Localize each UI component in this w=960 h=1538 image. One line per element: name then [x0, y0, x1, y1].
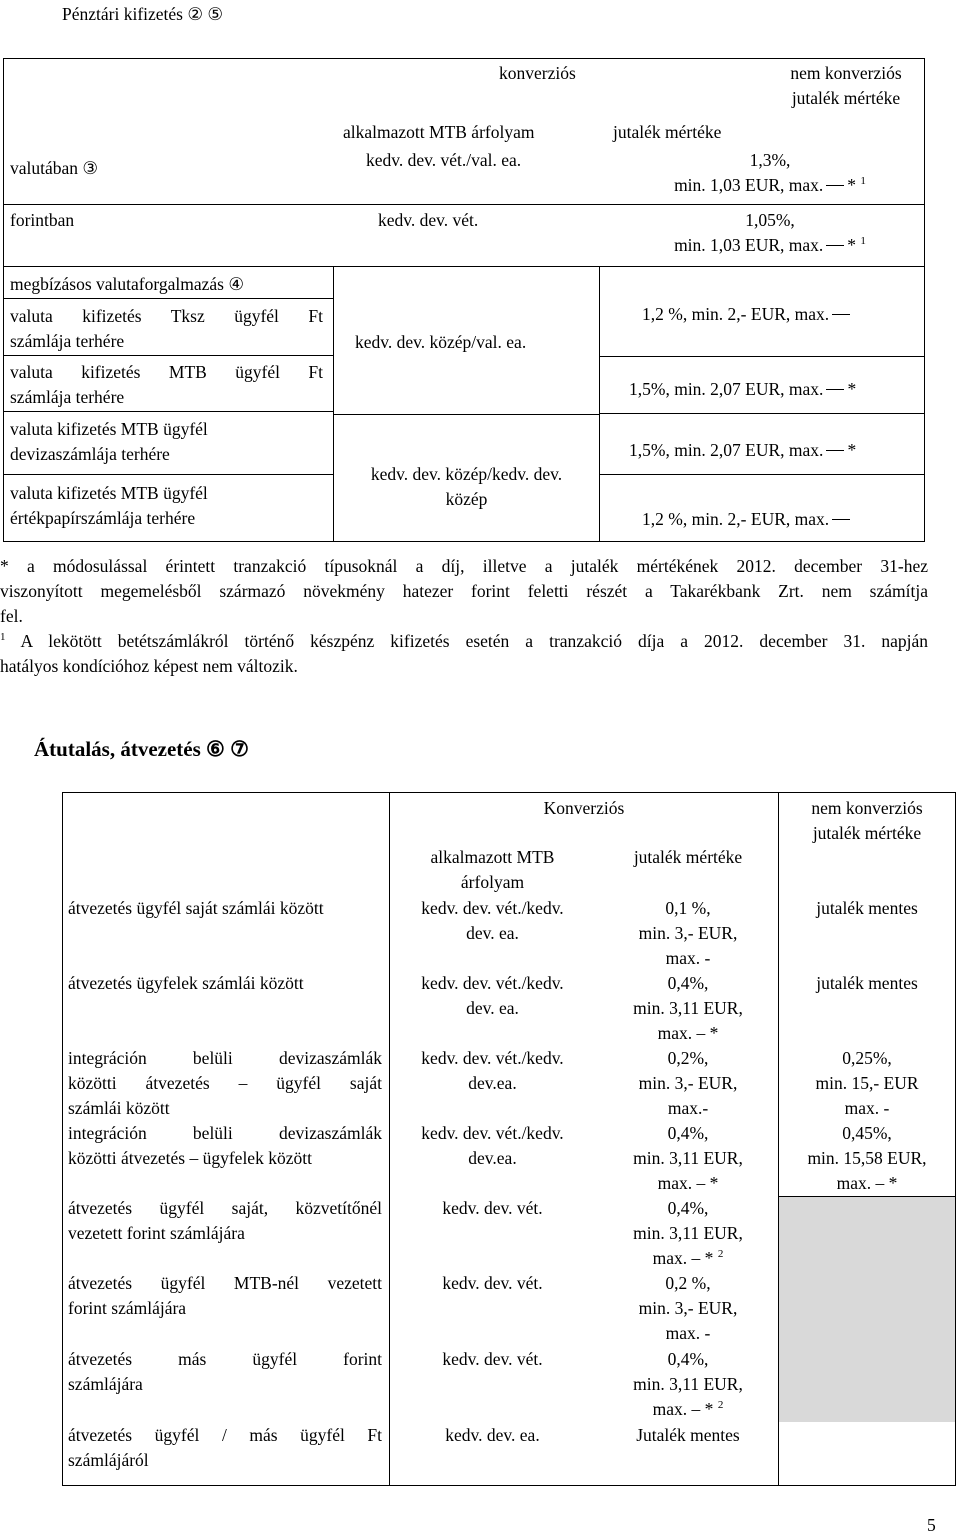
- row-label-ertekpapir: valuta kifizetés MTB ügyfél értékpapírszámlája terhére: [10, 483, 208, 528]
- table-row-label: integráción belüli devizaszámlák közötti átvezetés – ügyfelek között: [68, 1123, 382, 1168]
- header-konverzios: konverziós: [499, 63, 576, 83]
- fee-forintban: 1,05%, min. 1,03 EUR, max. * $^1$: [674, 210, 866, 255]
- section-title: Átutalás, átvezetés ⑥ ⑦: [34, 737, 249, 761]
- table-row-fee: 0,4%, min. 3,11 EUR, max. – * $^2$: [633, 1349, 743, 1419]
- table-row-nonconv: jutalék mentes: [816, 973, 918, 993]
- page-title: Pénztári kifizetés ② ⑤: [62, 4, 224, 24]
- rate-kozep-kedv: kedv. dev. közép/kedv. dev. közép: [370, 464, 563, 509]
- fee-mtb-ft: 1,5%, min. 2,07 EUR, max. *: [629, 379, 857, 399]
- table-row-nonconv: 0,25%, min. 15,- EUR max. -: [815, 1048, 919, 1118]
- table-row-label: átvezetés más ügyfél forint számlájára: [68, 1349, 382, 1394]
- header-jutalek-merteke-2: jutalék mértéke: [633, 847, 743, 867]
- row-label-megbizasos: megbízásos valutaforgalmazás ④: [10, 274, 245, 294]
- row-label-valutaban: valutában ③: [10, 158, 99, 178]
- table-row-fee: 0,2 %, min. 3,- EUR, max. -: [638, 1273, 738, 1343]
- table-row-rate: kedv. dev. vét.: [442, 1349, 543, 1369]
- header-nem-konverzios: nem konverziós jutalék mértéke: [790, 63, 902, 108]
- rate-kozep-val: kedv. dev. közép/val. ea.: [355, 332, 527, 352]
- table-row-fee: 0,4%, min. 3,11 EUR, max. – *: [633, 1123, 743, 1193]
- table-row-rate: kedv. dev. vét.: [442, 1198, 543, 1218]
- fee-valutaban: 1,3%, min. 1,03 EUR, max. * $^1$: [674, 150, 866, 195]
- row-label-mtb-ft: valuta kifizetés MTB ügyfél Ft számlája terhére: [10, 362, 323, 407]
- header-jutalek-merteke: jutalék mértéke: [613, 122, 722, 142]
- footnotes: * a módosulással érintett tranzakció típusoknál a díj, illetve a jutalék mértékének 2012. december 31-hez viszonyított megemelésből származó növekmény hatezer forint feletti részét a Takarékbank Zrt. nem számítja fel. $^1$ A lekötött betétszámlákról történő készpénz kifizetés esetén a tranzakció díja a 2012. december 31. napján hatályos kondícióhoz képest nem változik.: [0, 556, 928, 676]
- table-row-rate: kedv. dev. vét./kedv. dev.ea.: [421, 1048, 564, 1093]
- table-row-rate: kedv. dev. vét./kedv. dev.ea.: [421, 1123, 564, 1168]
- table-row-rate: kedv. dev. vét.: [442, 1273, 543, 1293]
- table-row-nonconv: jutalék mentes: [816, 898, 918, 918]
- table-row-fee: 0,2%, min. 3,- EUR, max.-: [638, 1048, 738, 1118]
- fee-ertekpapir: 1,2 %, min. 2,- EUR, max.: [642, 507, 853, 532]
- table-row-label: átvezetés ügyfél MTB-nél vezetett forint számlájára: [68, 1273, 382, 1318]
- fee-tksz: 1,2 %, min. 2,- EUR, max.: [642, 302, 853, 327]
- header-alkalmazott-arfolyam-2: alkalmazott MTB árfolyam: [430, 847, 555, 892]
- row-label-forintban: forintban: [10, 210, 75, 230]
- table-row-label: integráción belüli devizaszámlák közötti átvezetés – ügyfél saját számlái között: [68, 1048, 382, 1118]
- table-row-fee: 0,4%, min. 3,11 EUR, max. – * $^2$: [633, 1198, 743, 1268]
- rate-forintban: kedv. dev. vét.: [378, 210, 479, 230]
- table-row-fee: 0,1 %, min. 3,- EUR, max. -: [638, 898, 738, 968]
- table-row-rate: kedv. dev. vét./kedv. dev. ea.: [421, 898, 564, 943]
- table-row-label: átvezetés ügyfelek számlái között: [68, 973, 304, 993]
- page-number: 5: [927, 1515, 936, 1535]
- note-one: $^1$ A lekötött betétszámlákról történő készpénz kifizetés esetén a tranzakció díja a 2012. december 31. napján: [0, 631, 928, 651]
- note-star: * a módosulással érintett tranzakció típusoknál a díj, illetve a jutalék mértékének 2012. december 31-hez: [0, 556, 928, 576]
- rate-valutaban: kedv. dev. vét./val. ea.: [366, 150, 522, 170]
- table-row-label: átvezetés ügyfél / más ügyfél Ft számlájáról: [68, 1425, 382, 1470]
- table-row-rate: kedv. dev. ea.: [445, 1425, 540, 1445]
- table-row-nonconv: 0,45%, min. 15,58 EUR, max. – *: [807, 1123, 927, 1193]
- table-row-fee: 0,4%, min. 3,11 EUR, max. – *: [633, 973, 743, 1043]
- table-row-rate: kedv. dev. vét./kedv. dev. ea.: [421, 973, 564, 1018]
- table-row-label: átvezetés ügyfél saját számlái között: [68, 898, 324, 918]
- row-label-deviza: valuta kifizetés MTB ügyfél devizaszámlája terhére: [10, 419, 208, 464]
- header-konverzios-2: Konverziós: [543, 798, 625, 818]
- row-label-tksz: valuta kifizetés Tksz ügyfél Ft számlája terhére: [10, 306, 323, 351]
- header-alkalmazott-arfolyam: alkalmazott MTB árfolyam: [343, 122, 535, 142]
- fee-deviza: 1,5%, min. 2,07 EUR, max. *: [629, 440, 857, 460]
- header-nem-konverzios-2: nem konverziós jutalék mértéke: [811, 798, 923, 843]
- table-row-fee: Jutalék mentes: [636, 1425, 740, 1445]
- gray-cell: [778, 1196, 955, 1422]
- table-row-label: átvezetés ügyfél saját, közvetítőnél vezetett forint számlájára: [68, 1198, 382, 1243]
